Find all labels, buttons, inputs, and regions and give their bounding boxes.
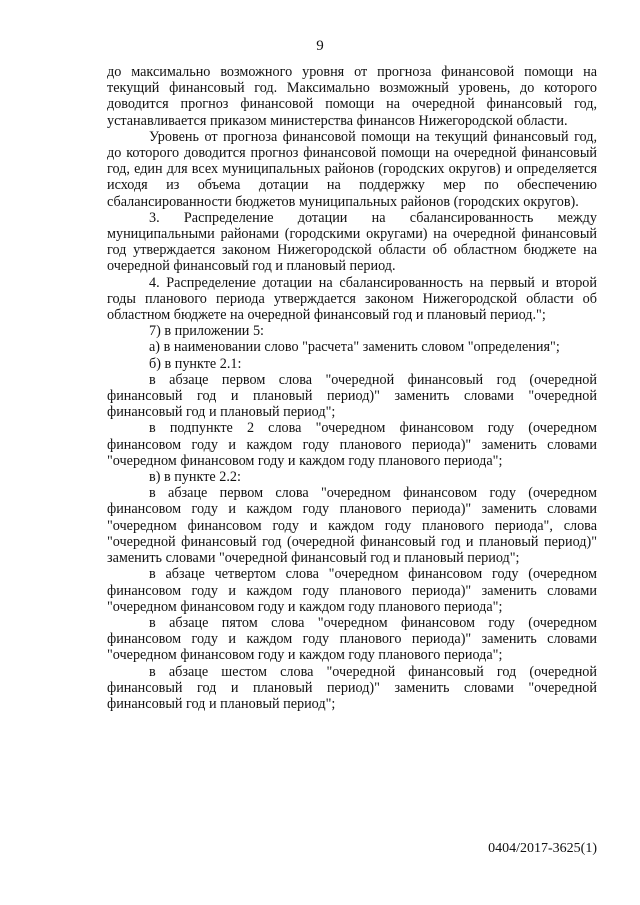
document-code: 0404/2017-3625(1) [488, 841, 597, 856]
document-body [107, 64, 597, 712]
paragraph-2-2-fourth: в абзаце четвертом слова "очередном финансовом году (очередном финансовом году и каждом году планового периода)" заменить словами "очередном финансовом году и каждом году планового периода"; [107, 566, 597, 615]
paragraph-item-3: 3. Распределение дотации на сбалансированность между муниципальными районами (городскими округами) на очередной финансовый год утверждается законом Нижегородской области об областном бюджете на очередной финансовый год и плановый период. [107, 209, 597, 275]
paragraph-sub-b: б) в пункте 2.1: [149, 355, 242, 372]
paragraph-continuation: до максимально возможного уровня от прогноза финансовой помощи на текущий финансовый год. Максимально возможный уровень, до которого доводится прогноз финансовой помощи на очередной финансовый год, устанавливается приказом министерства финансов Нижегородской области. [107, 64, 597, 129]
paragraph-item-4: 4. Распределение дотации на сбалансированность на первый и второй годы планового периода утверждается законом Нижегородской области об областном бюджете на очередной финансовый год и плановый период."; [107, 274, 597, 324]
paragraph-sub-a: а) в наименовании слово "расчета" заменить словом "определения"; [149, 339, 560, 356]
paragraph-2-2-first: в абзаце первом слова "очередном финансовом году (очередном финансовом году и каждом году планового периода)" заменить словами "очередном финансовом году и каждом году планового периода", слова "очередной финансовый год (очередной финансовый год и плановый период)" заменить словами "очередной финансовый год и плановый период"; [107, 485, 597, 567]
paragraph-sub-v: в) в пункте 2.2: [149, 469, 241, 486]
page-number: 9 [316, 38, 324, 54]
paragraph-level-description: Уровень от прогноза финансовой помощи на текущий финансовый год, до которого доводится прогноз финансовой помощи на очередной финансовый год, един для всех муниципальных районов (городских округов) и определяется исходя из объема дотации на поддержку мер по обеспечению сбалансированности бюджетов муниципальных районов (городских округов). [107, 128, 597, 210]
paragraph-2-1-sub2: в подпункте 2 слова "очередном финансовом году (очередном финансовом году и каждом году планового периода)" заменить словами "очередном финансовом году и каждом году планового периода"; [107, 420, 597, 469]
paragraph-2-1-first: в абзаце первом слова "очередной финансовый год (очередной финансовый год и плановый период)" заменить словами "очередной финансовый год и плановый период"; [107, 371, 597, 421]
paragraph-2-2-sixth: в абзаце шестом слова "очередной финансовый год (очередной финансовый год и плановый период)" заменить словами "очередной финансовый год и плановый период"; [107, 663, 597, 712]
paragraph-item-7: 7) в приложении 5: [149, 323, 264, 340]
paragraph-2-2-fifth: в абзаце пятом слова "очередном финансовом году (очередном финансовом году и каждом году планового периода)" заменить словами "очередном финансовом году и каждом году планового периода"; [107, 614, 597, 664]
